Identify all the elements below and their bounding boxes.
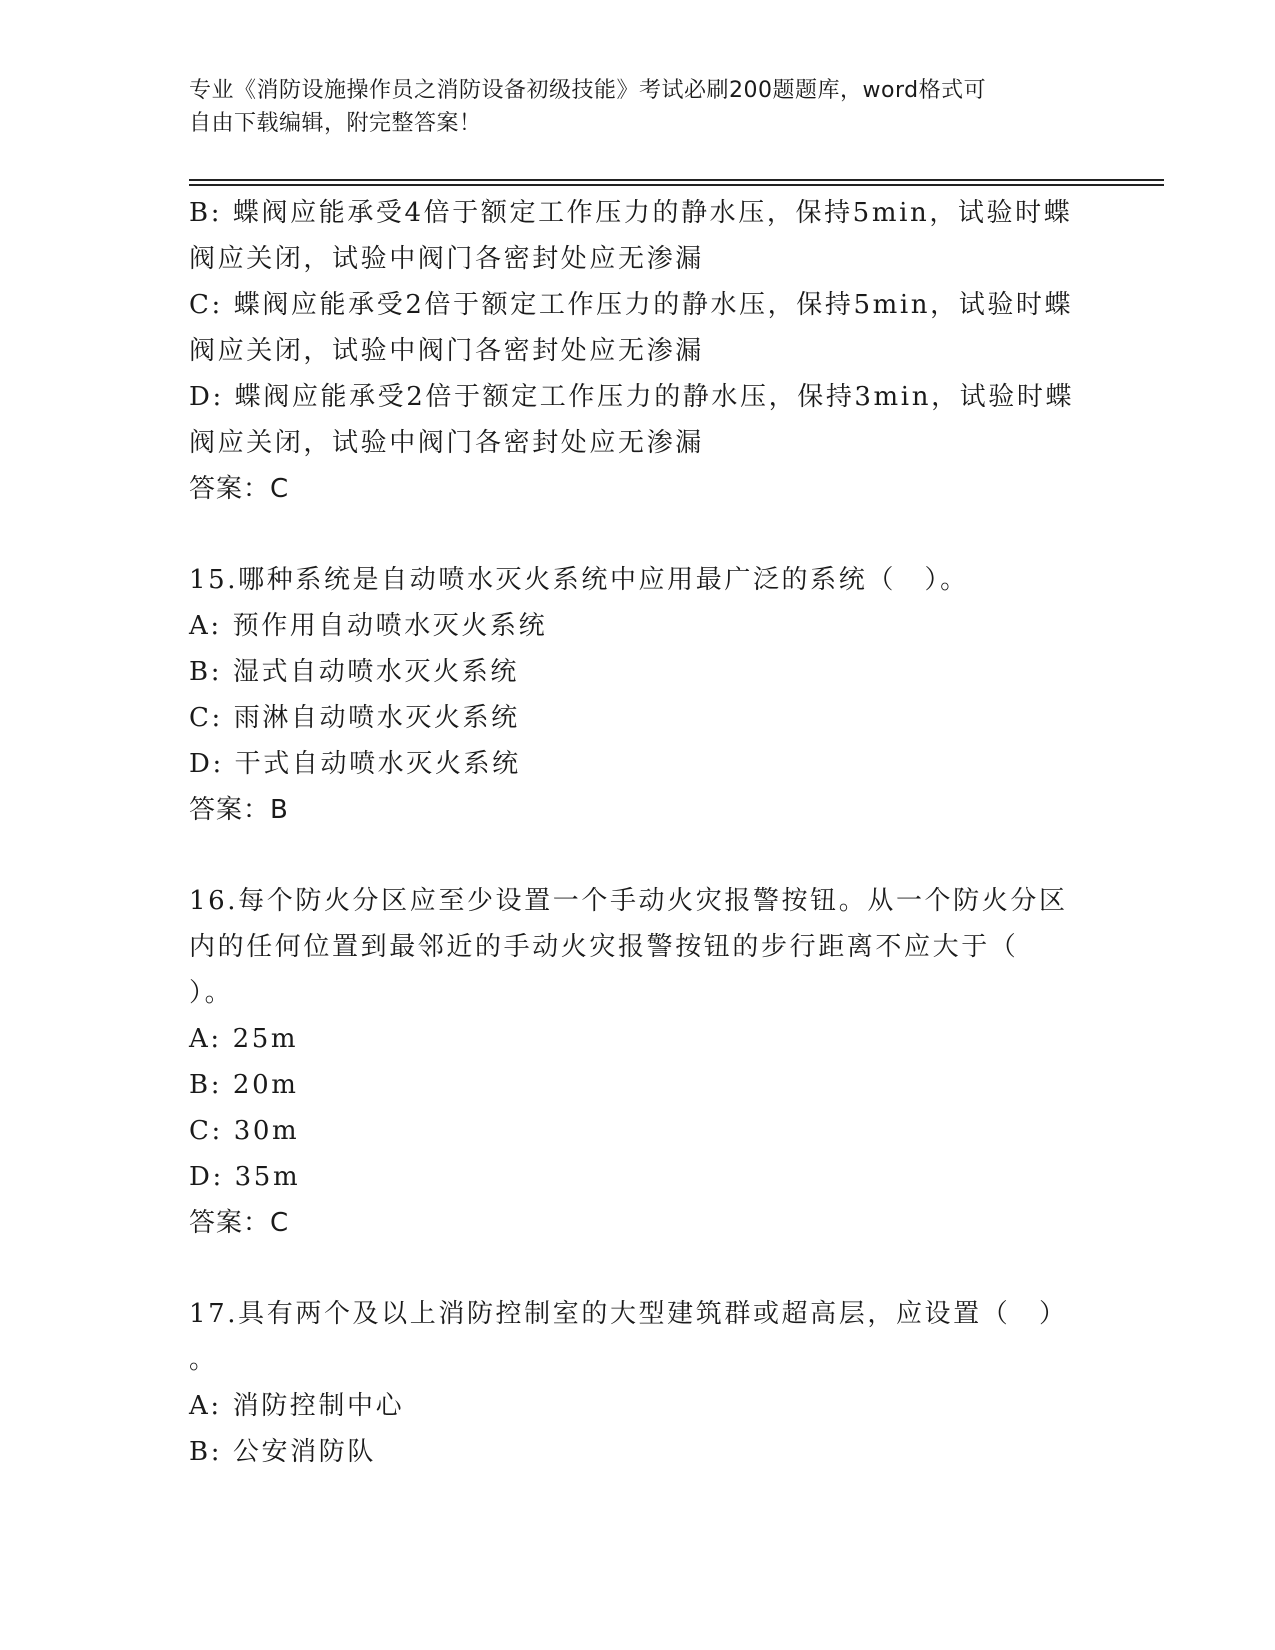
question-text-continued: 内的任何位置到最邻近的手动火灾报警按钮的步行距离不应大于（	[189, 932, 1019, 962]
question-text-continued: 。	[189, 1345, 218, 1375]
answer: 答案：C	[189, 474, 290, 504]
option-b: B: 湿式自动喷水灭火系统	[189, 657, 519, 687]
option-a: A: 25m	[189, 1024, 299, 1054]
option-d: D: 干式自动喷水灭火系统	[189, 749, 521, 779]
answer: 答案：B	[189, 795, 289, 825]
option-a: A: 消防控制中心	[189, 1391, 405, 1421]
option-d: D: 蝶阀应能承受2倍于额定工作压力的静水压，保持3min，试验时蝶	[189, 382, 1075, 412]
header-divider	[189, 184, 1164, 186]
option-a: A: 预作用自动喷水灭火系统	[189, 611, 548, 641]
question-text: 17.具有两个及以上消防控制室的大型建筑群或超高层，应设置（ ）	[189, 1299, 1068, 1329]
question-text: 16.每个防火分区应至少设置一个手动火灾报警按钮。从一个防火分区	[189, 886, 1068, 916]
header-line: 专业《消防设施操作员之消防设备初级技能》考试必刷200题题库，word格式可	[189, 78, 987, 103]
option-b: B: 蝶阀应能承受4倍于额定工作压力的静水压，保持5min，试验时蝶	[189, 198, 1073, 228]
option-d: D: 35m	[189, 1162, 301, 1192]
option-b: B: 20m	[189, 1070, 299, 1100]
header-divider	[189, 179, 1164, 181]
option-d-continued: 阀应关闭，试验中阀门各密封处应无渗漏	[189, 428, 704, 458]
option-c-continued: 阀应关闭，试验中阀门各密封处应无渗漏	[189, 336, 704, 366]
answer: 答案：C	[189, 1208, 290, 1238]
question-content	[189, 190, 1089, 1475]
question-text: 15.哪种系统是自动喷水灭火系统中应用最广泛的系统（ ）。	[189, 565, 969, 595]
question-17-block	[189, 1291, 1089, 1475]
option-c: C: 30m	[189, 1116, 300, 1146]
document-header	[189, 74, 1079, 140]
question-15-block	[189, 557, 1089, 833]
option-c: C: 蝶阀应能承受2倍于额定工作压力的静水压，保持5min，试验时蝶	[189, 290, 1074, 320]
question-text-continued: ）。	[189, 978, 234, 1008]
option-c: C: 雨淋自动喷水灭火系统	[189, 703, 520, 733]
header-line: 自由下载编辑，附完整答案！	[189, 111, 482, 136]
question-14-block	[189, 190, 1089, 512]
option-b: B: 公安消防队	[189, 1437, 376, 1467]
question-16-block	[189, 878, 1089, 1246]
option-b-continued: 阀应关闭，试验中阀门各密封处应无渗漏	[189, 244, 704, 274]
